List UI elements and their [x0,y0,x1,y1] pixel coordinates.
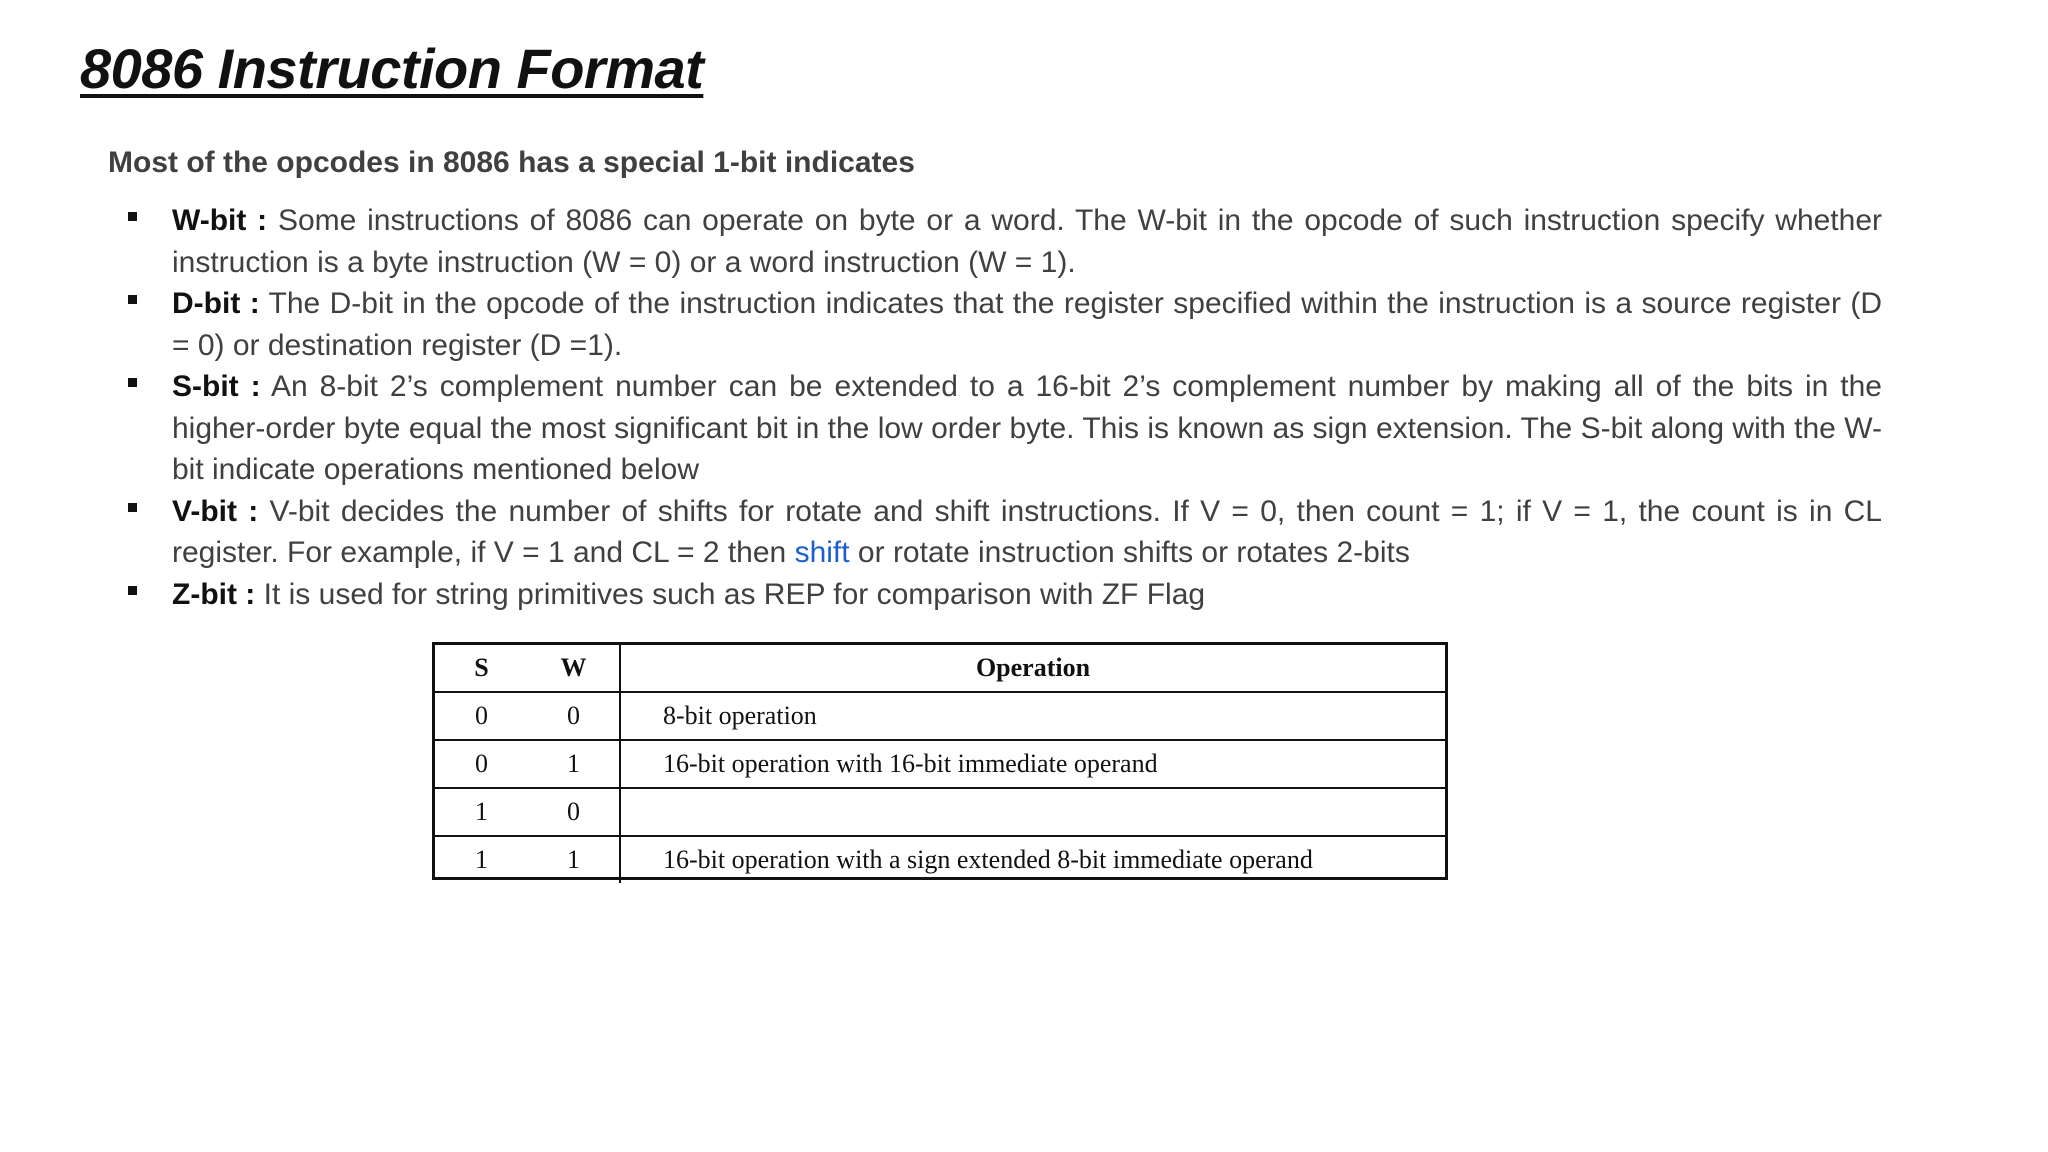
cell-w: 0 [528,788,620,836]
bullet-text: Some instructions of 8086 can operate on byte or a word. The W-bit in the opcode of such instruction specify whether instruction is a byte instruction (W = 0) or a word instruction (W = 1). [172,204,1883,279]
table-row [435,836,1445,883]
header-s: S [435,645,528,692]
bullet-term: D-bit : [172,287,260,320]
cell-operation: 8-bit operation [620,692,1445,740]
bullet-text: or rotate instruction shifts or rotates 2-bits [849,536,1410,569]
table-row [435,740,1445,788]
header-operation: Operation [620,645,1445,692]
shift-link[interactable]: shift [794,536,850,569]
list-item-s-bit [120,366,1882,491]
square-bullet-icon [128,295,137,304]
list-item-d-bit [120,283,1882,366]
table-header-row [435,645,1445,692]
bullet-term: V-bit : [172,494,259,528]
bullet-text: V-bit decides the number of shifts for rotate and shift instructions. If V = 0, then count = 1; if V = 1, the count is in CL register. For example, if V = 1 and CL = 2 then [172,494,1882,569]
header-w: W [528,645,620,692]
bullet-term: Z-bit : [172,577,256,611]
cell-w: 0 [528,692,620,740]
cell-s: 1 [475,845,488,874]
cell-operation: 16-bit operation with 16-bit immediate operand [620,740,1445,788]
square-bullet-icon [128,212,137,221]
cell-w: 1 [528,836,620,883]
square-bullet-icon [128,503,137,512]
list-item-w-bit [120,200,1882,283]
list-item-z-bit [120,574,1882,616]
bullet-text: It is used for string primitives such as REP for comparison with ZF Flag [255,577,1206,611]
cell-operation: 16-bit operation with a sign extended 8-bit immediate operand [663,845,1313,874]
table-row [435,692,1445,740]
bullet-text: The D-bit in the opcode of the instruction indicates that the register specified within the instruction is a source register (D = 0) or destination register (D =1). [172,287,1882,362]
cell-s: 1 [435,788,528,836]
table-row [435,788,1445,836]
bullet-term: W-bit : [172,204,268,237]
cell-s: 0 [435,692,528,740]
square-bullet-icon [128,586,137,595]
bullet-term: S-bit : [172,370,261,403]
square-bullet-icon [128,378,137,387]
operation-table [435,645,1445,883]
cell-w: 1 [528,740,620,788]
cell-s: 0 [435,740,528,788]
bullet-text: An 8-bit 2’s complement number can be extended to a 16-bit 2’s complement number by making all of the bits in the higher-order byte equal the most significant bit in the low order byte. This is known as sign extension. The S-bit along with the W-bit indicate operations mentioned below [172,370,1882,486]
bit-indicator-list [120,200,1882,615]
list-item-v-bit [120,491,1882,574]
cell-operation [620,788,1445,836]
page-title: 8086 Instruction Format [80,37,704,100]
intro-text: Most of the opcodes in 8086 has a special 1-bit indicates [108,146,915,179]
sw-operation-table [432,642,1448,880]
